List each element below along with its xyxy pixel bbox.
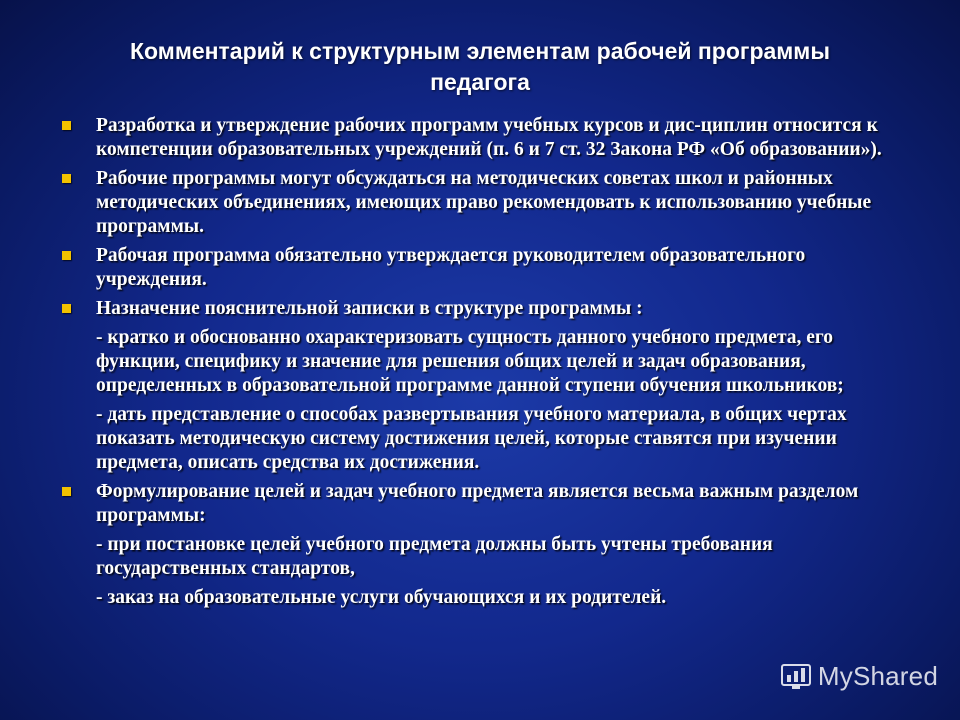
list-item-text: Назначение пояснительной записки в структуре программы : xyxy=(96,298,643,319)
title-line-1: Комментарий к структурным элементам рабочей программы xyxy=(130,38,830,64)
list-item-text: Разработка и утверждение рабочих программ учебных курсов и дис-циплин относится к компетенции образовательных учреждений (п. 6 и 7 ст. 32 Закона РФ «Об образовании»). xyxy=(96,115,882,160)
bullet-square-icon xyxy=(62,304,71,313)
sub-item: - при постановке целей учебного предмета должны быть учтены требования государственных стандартов, xyxy=(96,534,773,579)
list-item xyxy=(60,244,900,292)
bullet-square-icon xyxy=(62,251,71,260)
bullet-square-icon xyxy=(62,487,71,496)
bullet-list xyxy=(60,114,900,615)
sub-item: - заказ на образовательные услуги обучающихся и их родителей. xyxy=(96,587,667,608)
list-item-text: Рабочие программы могут обсуждаться на методических советах школ и районных методических объединениях, имеющих право рекомендовать к использованию учебные программы. xyxy=(96,168,872,237)
bullet-square-icon xyxy=(62,121,71,130)
sub-item: - дать представление о способах развертывания учебного материала, в общих чертах показать методическую систему достижения целей, которые ставятся при изучении предмета, описать средства их достижения. xyxy=(96,404,847,473)
chart-bars-icon xyxy=(780,662,812,692)
list-item-text: Рабочая программа обязательно утверждается руководителем образовательного учреждения. xyxy=(96,245,806,290)
list-item xyxy=(60,114,900,162)
watermark[interactable] xyxy=(780,661,938,692)
title-line-2: педагога xyxy=(430,69,530,95)
slide-title xyxy=(40,36,920,98)
list-item-text: Формулирование целей и задач учебного предмета является весьма важным разделом программы: xyxy=(96,481,859,526)
list-item xyxy=(60,480,900,528)
sub-item: - кратко и обоснованно охарактеризовать сущность данного учебного предмета, его функции, специфику и значение для решения общих целей и задач образования, определенных в образовательной программе данной ступени обучения школьников; xyxy=(96,327,844,396)
bullet-square-icon xyxy=(62,174,71,183)
list-item xyxy=(60,297,900,321)
list-item xyxy=(60,167,900,239)
watermark-text: MyShared xyxy=(817,661,938,691)
